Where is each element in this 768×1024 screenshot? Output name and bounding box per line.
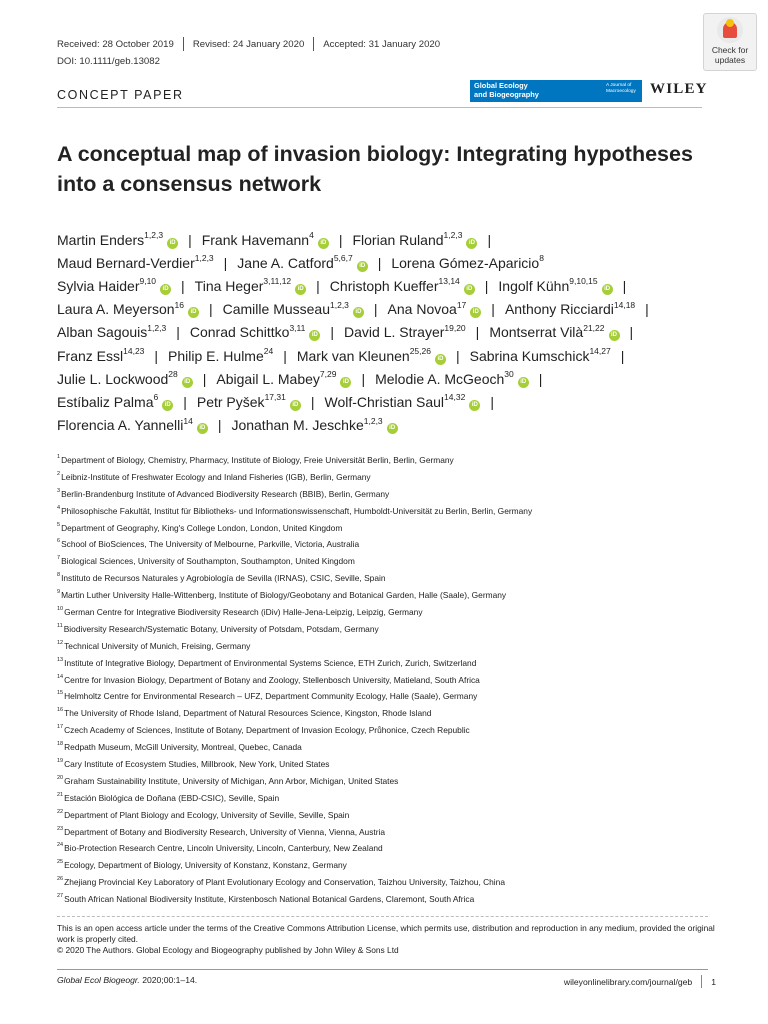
author-name[interactable]: David L. Strayer$^{19,20}$ [344,322,466,341]
license-block [57,923,717,956]
author-name[interactable]: Camille Musseau$^{1,2,3}$ [222,299,349,318]
affiliation [57,467,717,484]
affiliation [57,450,717,467]
affiliation [57,703,717,720]
author-affiliation-numbers: 21,22 [583,322,605,333]
affiliation-text: Ecology, Department of Biology, University of Konstanz, Konstanz, Germany [64,860,347,871]
affiliation [57,636,717,653]
author-affiliation-numbers: 17,31 [264,392,286,403]
affiliation [57,771,717,788]
affiliation-number: 12 [57,639,64,646]
author-affiliation-numbers: 9,10,15 [569,276,598,287]
author-affiliation-numbers: 3,11 [289,322,306,333]
publisher-logo[interactable]: WILEY [650,81,708,97]
author-affiliation-numbers: 1,2,3 [147,322,167,333]
author-line [57,225,727,248]
affiliation-text: Bio-Protection Research Centre, Lincoln University, Lincoln, Canterbury, New Zealand [64,843,383,854]
author-name[interactable]: Franz Essl$^{14,23}$ [57,345,145,364]
author-name[interactable]: Laura A. Meyerson$^{16}$ [57,299,184,318]
affiliation [57,872,717,889]
author-name[interactable]: Estíbaliz Palma$^6$ [57,392,159,410]
affiliation-number: 23 [57,825,64,832]
affiliation [57,670,717,687]
citation [57,975,197,985]
affiliation-text: Czech Academy of Sciences, Institute of Botany, Department of Invasion Ecology, Průhonice, Czech Republic [64,725,470,736]
author-separator: | [490,393,494,410]
author-affiliation-numbers: 9,10 [139,276,157,287]
affiliation-number: 22 [57,808,64,815]
author-name[interactable]: Martin Enders$^{1,2,3}$ [57,230,164,248]
article-title: A conceptual map of invasion biology: Integrating hypotheses into a consensus network [57,142,693,196]
orcid-icon[interactable]: iD [435,354,446,365]
affiliation-number: 19 [57,758,64,765]
author-name[interactable]: Frank Havemann$^4$ [201,230,314,248]
affiliation [57,855,717,872]
journal-url[interactable]: wileyonlinelibrary.com/journal/geb [563,976,693,987]
affiliation-text: Estación Biológica de Doñana (EBD-CSIC), Seville, Spain [64,792,280,803]
affiliation-text: Cary Institute of Ecosystem Studies, Millbrook, New York, United States [64,758,330,769]
license-rule [57,916,708,917]
author-name[interactable]: Philip E. Hulme$^{24}$ [168,345,274,364]
citation-journal: Global Ecol Biogeogr. [57,975,140,985]
author-name[interactable]: Ana Novoa$^{17}$ [387,299,467,318]
author-separator: | [181,278,185,295]
author-affiliation-numbers: 14,23 [123,345,145,356]
affiliation-number: 21 [57,791,64,798]
author-separator: | [645,301,649,318]
author-separator: | [208,301,213,318]
author-line [57,341,727,364]
author-separator: | [223,254,228,271]
author-separator: | [629,324,634,341]
orcid-icon[interactable]: iD [602,284,613,295]
divider [183,37,184,51]
journal-tagline: A Journal of Macroecology [606,83,636,94]
author-separator: | [487,231,492,248]
author-affiliation-numbers: 25,26 [409,345,431,356]
affiliation-text: The University of Rhode Island, Department of Natural Resources Science, Kingston, Rhode Island [64,708,432,719]
affiliation-text: Institute of Integrative Biology, Department of Environmental Systems Science, ETH Zurich, Zurich, Switzerland [64,657,477,668]
page-number: 1 [711,976,716,987]
affiliation [57,619,717,636]
author-line [57,295,727,318]
author-name[interactable]: Alban Sagouis$^{1,2,3}$ [57,322,167,341]
bookmark-icon [717,17,743,43]
orcid-icon[interactable]: iD [518,377,529,388]
affiliation [57,822,717,839]
author-separator: | [310,393,315,410]
author-name[interactable]: Jane A. Catford$^{5,6,7}$ [237,253,353,271]
author-separator: | [217,417,222,434]
affiliation-text: School of BioSciences, The University of Melbourne, Parkville, Victoria, Australia [61,539,360,550]
orcid-icon[interactable]: iD [353,307,364,318]
divider [701,975,702,988]
orcid-icon[interactable]: iD [340,377,351,388]
author-affiliation-numbers: 4 [309,230,314,240]
author-separator: | [620,347,625,364]
affiliation-list [57,450,717,906]
author-affiliation-numbers: 8 [539,253,544,264]
affiliation-number: 24 [57,842,64,849]
affiliation-text: Berlin-Brandenburg Institute of Advanced Biodiversity Research (BBIB), Berlin, Germany [61,488,390,499]
affiliation-number: 27 [57,893,64,900]
author-affiliation-numbers: 30 [504,369,514,380]
affiliation [57,484,717,501]
affiliation [57,737,717,754]
affiliation-number: 18 [57,741,64,748]
author-line [57,271,727,294]
affiliation [57,889,717,906]
affiliation [57,788,717,805]
author-affiliation-numbers: 1,2,3 [363,415,383,426]
affiliation-number: 9 [57,589,61,596]
affiliation-text: Centre for Invasion Biology, Department of Botany and Zoology, Stellenbosch University, Matieland, South Africa [64,674,480,685]
author-affiliation-numbers: 24 [263,345,274,356]
author-affiliation-numbers: 17 [456,299,467,310]
orcid-icon[interactable]: iD [182,377,193,388]
author-separator: | [455,347,460,364]
affiliation-text: Biodiversity Research/Systematic Botany, University of Potsdam, Potsdam, Germany [63,623,379,634]
author-line [57,364,727,387]
orcid-icon[interactable]: iD [609,330,620,341]
check-for-updates-button[interactable] [703,13,757,71]
orcid-icon[interactable]: iD [309,330,320,341]
author-separator: | [183,393,187,410]
affiliation-number: 26 [57,876,64,883]
affiliation-text: Department of Plant Biology and Ecology, University of Seville, Seville, Spain [64,809,350,820]
journal-name-line2: and Biogeography [474,90,539,99]
section-label: CONCEPT PAPER [57,88,184,102]
received-date: Received: 28 October 2019 [57,38,174,50]
affiliation-number: 20 [57,774,64,781]
affiliation-text: Technical University of Munich, Freising, Germany [64,640,251,651]
affiliation-number: 5 [57,521,61,528]
affiliation-number: 1 [57,454,61,460]
author-separator: | [622,278,627,295]
affiliation-number: 25 [57,859,64,866]
affiliation-number: 7 [57,555,61,562]
affiliation [57,838,717,855]
author-name[interactable]: Lorena Gómez-Aparicio$^8$ [391,253,544,271]
author-name[interactable]: Conrad Schittko$^{3,11}$ [189,322,306,341]
author-name[interactable]: Tina Heger$^{3,11,12}$ [194,276,292,295]
orcid-icon[interactable]: iD [464,284,475,295]
affiliation-number: 10 [57,606,64,613]
affiliation-number: 17 [57,724,64,731]
author-name[interactable]: Sabrina Kumschick$^{14,27}$ [469,345,611,364]
author-separator: | [491,301,495,318]
author-separator: | [484,278,489,295]
author-line [57,318,727,341]
affiliation [57,686,717,703]
affiliation-text: Philosophische Fakultät, Institut für Bibliotheks- und Informationswissenschaft, Humboldt-Universität zu Berlin, Berlin, Germany [61,505,533,516]
author-separator: | [377,254,382,271]
author-affiliation-numbers: 28 [168,369,178,380]
affiliation [57,653,717,670]
accepted-date: Accepted: 31 January 2020 [323,38,441,50]
orcid-icon[interactable]: iD [160,284,171,295]
author-separator: | [538,370,543,387]
affiliation [57,720,717,737]
affiliation-text: Martin Luther University Halle-Wittenberg, Institute of Biology/Geobotany and Botanical Garden, Halle (Saale), Germany [61,589,507,600]
author-separator: | [176,324,180,341]
author-affiliation-numbers: 5,6,7 [333,253,353,264]
author-name[interactable]: Ingolf Kühn$^{9,10,15}$ [498,276,598,295]
author-name[interactable]: Montserrat Vilà$^{21,22}$ [489,322,605,341]
orcid-icon[interactable]: iD [387,423,398,434]
author-separator: | [283,347,287,364]
author-name[interactable]: Anthony Ricciardi$^{14,18}$ [504,299,636,318]
affiliation [57,568,717,585]
affiliation-text: South African National Biodiversity Institute, Kirstenbosch National Botanical Gardens, Claremont, South Africa [64,893,475,904]
author-affiliation-numbers: 14 [183,415,193,426]
check-for-updates-label: Check for updates [711,45,749,65]
divider [313,37,314,51]
affiliation-text: Department of Geography, King's College London, London, United Kingdom [61,522,343,533]
affiliation [57,602,717,619]
author-affiliation-numbers: 1,2,3 [194,253,214,264]
author-affiliation-numbers: 1,2,3 [330,299,349,310]
affiliation [57,534,717,551]
affiliation [57,754,717,771]
author-name[interactable]: Mark van Kleunen$^{25,26}$ [296,345,431,364]
affiliation-number: 2 [57,470,61,477]
author-name[interactable]: Petr Pyšek$^{17,31}$ [196,392,286,410]
affiliation-number: 6 [57,538,61,545]
affiliation-number: 8 [57,572,61,579]
author-affiliation-numbers: 14,32 [444,392,466,403]
orcid-icon[interactable]: iD [466,238,477,249]
author-name[interactable]: Florian Ruland$^{1,2,3}$ [352,230,463,248]
orcid-icon[interactable]: iD [188,307,199,318]
orcid-icon[interactable]: iD [469,400,480,411]
author-list [57,225,727,434]
author-name[interactable]: Florencia A. Yannelli$^{14}$ [57,415,193,434]
affiliation-text: Zhejiang Provincial Key Laboratory of Plant Evolutionary Ecology and Conservation, Taizhou University, Taizhou, China [64,877,505,888]
author-name[interactable]: Jonathan M. Jeschke$^{1,2,3}$ [231,415,383,434]
author-separator: | [188,231,192,248]
author-affiliation-numbers: 14,18 [613,299,636,310]
affiliation-number: 3 [57,487,61,494]
affiliation-text: Biological Sciences, University of Southampton, Southampton, United Kingdom [61,556,355,567]
affiliation [57,585,717,602]
author-line [57,411,727,434]
affiliation-number: 11 [57,622,63,629]
author-name[interactable]: Christoph Kueffer$^{13,14}$ [329,276,460,295]
affiliation-number: 16 [57,707,64,714]
affiliation-number: 13 [57,656,64,663]
article-dates [57,37,440,51]
author-affiliation-numbers: 13,14 [438,276,460,287]
author-separator: | [361,370,366,387]
orcid-icon[interactable]: iD [318,238,329,249]
affiliation-text: Leibniz-Institute of Freshwater Ecology and Inland Fisheries (IGB), Berlin, Germany [61,471,371,482]
orcid-icon[interactable]: iD [470,307,481,318]
affiliation-number: 4 [57,504,61,511]
revised-date: Revised: 24 January 2020 [192,38,305,50]
copyright-text: © 2020 The Authors. Global Ecology and Biogeography published by John Wiley & Sons Ltd [57,945,399,955]
orcid-icon[interactable]: iD [290,400,301,411]
author-separator: | [475,324,480,341]
citation-details: 2020;00:1–14. [139,975,198,985]
author-affiliation-numbers: 7,29 [319,369,337,380]
author-name[interactable]: Sylvia Haider$^{9,10}$ [57,276,157,295]
footer-right [564,975,716,988]
affiliation [57,501,717,518]
author-separator: | [338,231,343,248]
author-affiliation-numbers: 3,11,12 [263,276,292,287]
author-name[interactable]: Maud Bernard-Verdier$^{1,2,3}$ [57,253,214,271]
journal-name-line1: Global Ecology [474,81,528,90]
author-line [57,387,727,410]
author-name[interactable]: Abigail L. Mabey$^{7,29}$ [216,369,337,387]
affiliation [57,518,717,535]
author-name[interactable]: Julie L. Lockwood$^{28}$ [57,369,178,387]
author-name[interactable]: Melodie A. McGeoch$^{30}$ [375,369,514,387]
affiliation [57,805,717,822]
orcid-icon[interactable]: iD [197,423,208,434]
author-name[interactable]: Wolf-Christian Saul$^{14,32}$ [324,392,466,410]
author-affiliation-numbers: 1,2,3 [443,230,463,240]
author-separator: | [202,370,207,387]
affiliation [57,551,717,568]
author-separator: | [154,347,159,364]
affiliation-text: Helmholtz Centre for Environmental Research – UFZ, Department Community Ecology, Halle (Saale), Germany [64,691,478,702]
author-affiliation-numbers: 14,27 [589,345,611,356]
author-line [57,248,727,271]
header-rule [57,107,702,108]
affiliation-number: 14 [57,673,64,680]
author-affiliation-numbers: 16 [174,299,184,310]
affiliation-text: Department of Biology, Chemistry, Pharmacy, Institute of Biology, Freie Universität Berlin, Berlin, Germany [61,454,454,465]
orcid-icon[interactable]: iD [167,238,178,249]
author-separator: | [330,324,335,341]
author-affiliation-numbers: 6 [153,392,159,403]
affiliation-text: Graham Sustainability Institute, University of Michigan, Ann Arbor, Michigan, United States [64,775,399,786]
author-affiliation-numbers: 19,20 [444,322,466,333]
author-separator: | [316,278,320,295]
author-affiliation-numbers: 1,2,3 [144,230,164,240]
orcid-icon[interactable]: iD [162,400,173,411]
orcid-icon[interactable]: iD [295,284,306,295]
orcid-icon[interactable]: iD [357,261,368,272]
affiliation-number: 15 [57,690,64,697]
license-text: This is an open access article under the terms of the Creative Commons Attribution License, which permits use, distribution and reproduction in any medium, provided the original work is properly cited. [57,923,715,944]
affiliation-text: German Centre for Integrative Biodiversity Research (iDiv) Halle-Jena-Leipzig, Leipzig, Germany [64,606,423,617]
author-separator: | [373,301,378,318]
footer-rule [57,969,708,970]
journal-logo[interactable] [470,80,642,102]
affiliation-text: Department of Botany and Biodiversity Research, University of Vienna, Vienna, Austria [64,826,386,837]
doi[interactable]: DOI: 10.1111/geb.13082 [57,56,160,67]
affiliation-text: Instituto de Recursos Naturales y Agrobiología de Sevilla (IRNAS), CSIC, Seville, Spain [61,573,386,584]
affiliation-text: Redpath Museum, McGill University, Montreal, Quebec, Canada [64,741,302,752]
